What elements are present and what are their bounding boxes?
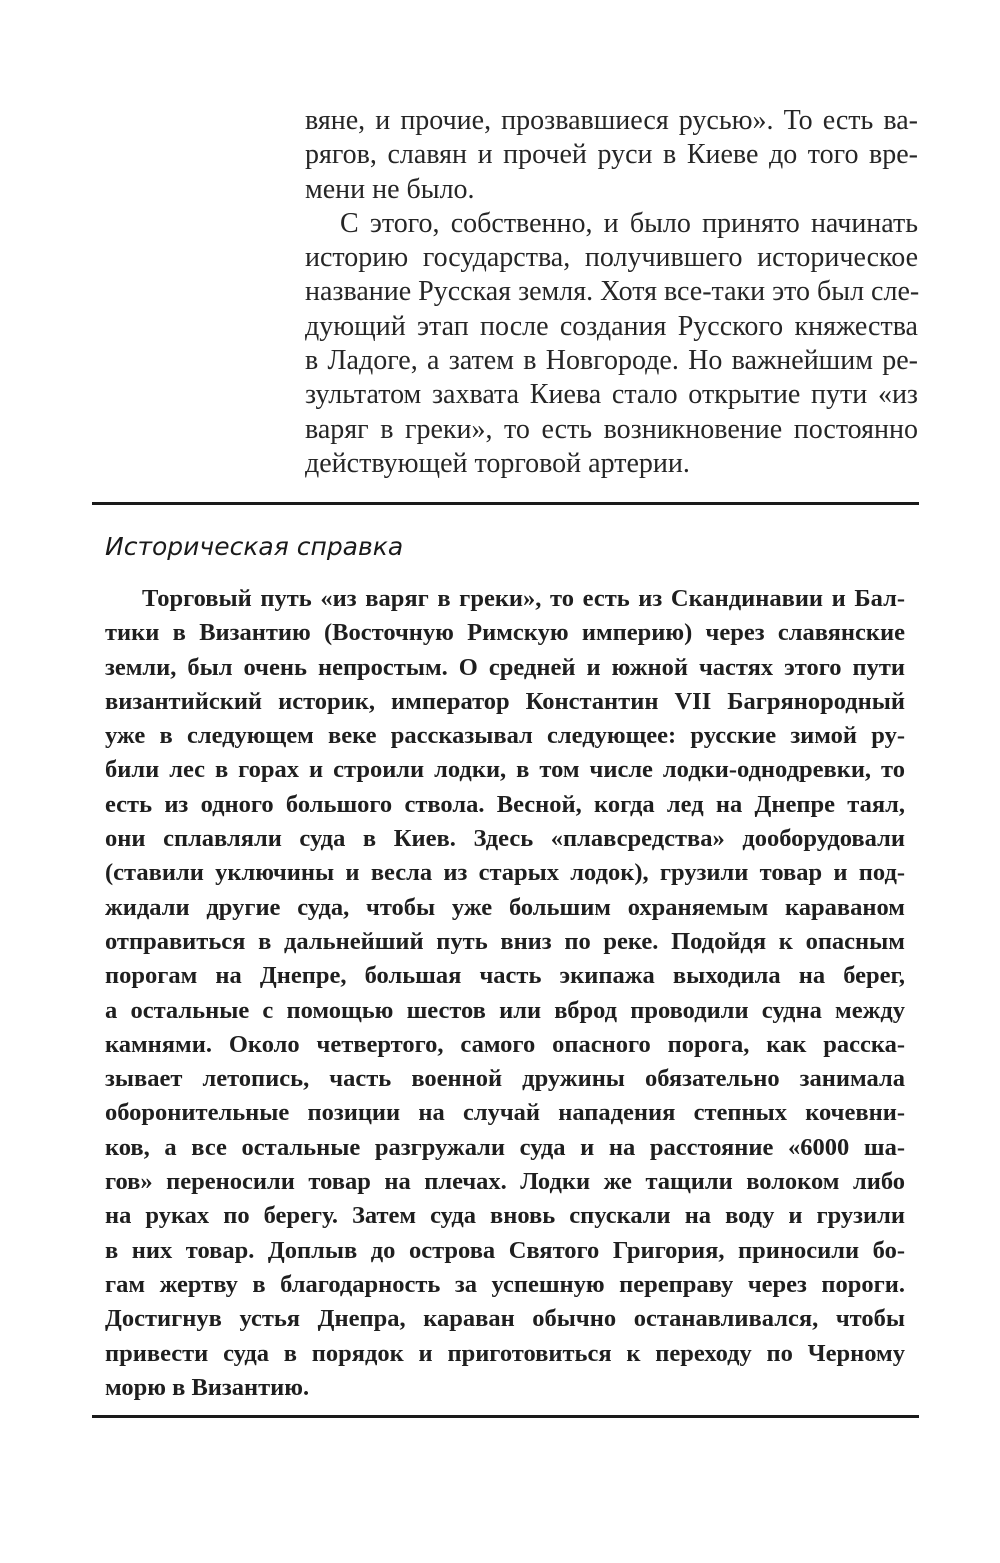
sidebar-line: привести суда в порядок и приготовиться к переходу по Черному (105, 1339, 905, 1367)
text-line: мени не было. (305, 173, 475, 205)
sidebar-line: уже в следующем веке рассказывал следующее: русские зимой ру- (105, 722, 905, 750)
text-line: рягов, славян и прочей руси в Киеве до того вре- (305, 139, 918, 171)
sidebar-line: Достигнув устья Днепра, караван обычно останавливался, чтобы (105, 1305, 905, 1333)
sidebar-line: порогам на Днепре, большая часть экипажа выходила на берег, (105, 962, 905, 990)
text-line: зультатом захвата Киева стало открытие пути «из (305, 379, 918, 411)
sidebar-line: били лес в горах и строили лодки, в том числе лодки-однодревки, то (105, 756, 905, 784)
sidebar-line: камнями. Около четвертого, самого опасного порога, как расска- (105, 1030, 905, 1058)
sidebar-top-divider (92, 502, 919, 505)
sidebar-line: а остальные с помощью шестов или вброд проводили судна между (105, 996, 905, 1024)
sidebar-line: есть из одного большого ствола. Весной, когда лед на Днепре таял, (105, 790, 905, 818)
sidebar-line: земли, был очень непростым. О средней и южной частях этого пути (105, 653, 905, 681)
sidebar-line: ков, а все остальные разгружали суда и на расстояние «6000 ша- (105, 1133, 905, 1161)
text-line: дующий этап после создания Русского княжества (305, 310, 918, 342)
sidebar-line: морю в Византию. (105, 1373, 310, 1401)
sidebar-paragraph (105, 582, 905, 1405)
sidebar-line: зывает летопись, часть военной дружины обязательно занимала (105, 1065, 905, 1093)
sidebar-heading: Историческая справка (105, 532, 404, 561)
sidebar-line: оборонительные позиции на случай нападения степных кочевни- (105, 1099, 905, 1127)
text-line: историю государства, получившего историческое (305, 242, 918, 274)
sidebar-line: отправиться в дальнейший путь вниз по реке. Подойдя к опасным (105, 927, 905, 955)
text-line: название Русская земля. Хотя все-таки это был сле- (305, 276, 920, 308)
sidebar-line: гам жертву в благодарность за успешную переправу через пороги. (105, 1270, 905, 1298)
text-line: в Ладоге, а затем в Новгороде. Но важнейшим ре- (305, 345, 918, 377)
text-line: варяг в греки», то есть возникновение постоянно (305, 413, 918, 445)
text-line: С этого, собственно, и было принято начинать (340, 207, 918, 239)
sidebar-line: тики в Византию (Восточную Римскую империю) через славянские (105, 619, 905, 647)
sidebar-line: в них товар. Доплыв до острова Святого Григория, приносили бо- (105, 1236, 905, 1264)
sidebar-line: на руках по берегу. Затем суда вновь спускали на воду и грузили (105, 1202, 905, 1230)
sidebar-line: византийский историк, император Константин VII Багрянородный (105, 687, 905, 715)
text-line: вяне, и прочие, прозвавшиеся русью». То есть ва- (305, 105, 918, 136)
sidebar-line: гов» переносили товар на плечах. Лодки же тащили волоком либо (105, 1168, 905, 1196)
sidebar-line: они сплавляли суда в Киев. Здесь «плавсредства» дооборудовали (105, 825, 905, 853)
sidebar-line: (ставили уключины и весла из старых лодок), грузили товар и под- (105, 859, 905, 887)
text-line: действующей торговой артерии. (305, 447, 690, 479)
main-paragraphs (305, 104, 918, 481)
sidebar-line: Торговый путь «из варяг в греки», то есть из Скандинавии и Бал- (142, 585, 905, 612)
sidebar-line: жидали другие суда, чтобы уже большим охраняемым караваном (105, 893, 905, 921)
sidebar-bottom-divider (92, 1415, 919, 1418)
